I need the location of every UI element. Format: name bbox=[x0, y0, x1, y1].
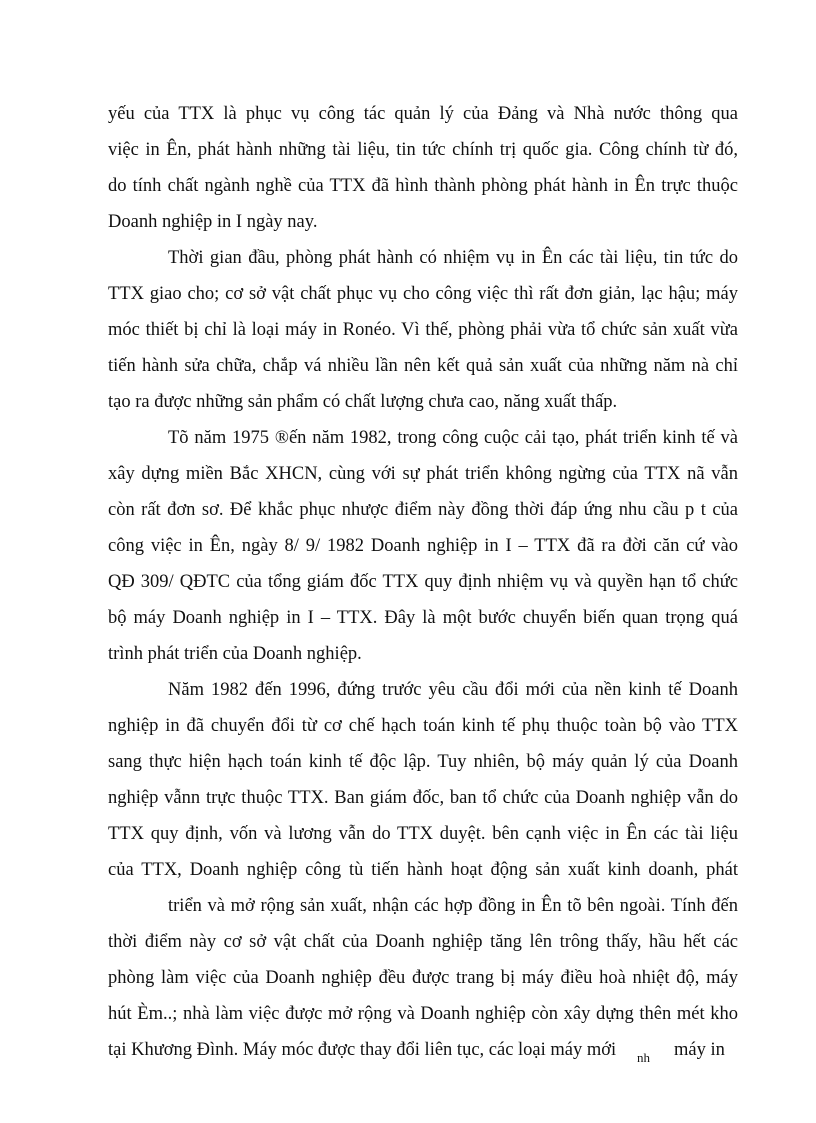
paragraph-3-line-4: công việc in Ên, ngày 8/ 9/ 1982 Doanh nghiệp in I – TTX đã ra đời căn cứ vào bbox=[108, 536, 738, 556]
paragraph-3-line-6: bộ máy Doanh nghiệp in I – TTX. Đây là một bước chuyển biến quan trọng quá bbox=[108, 608, 738, 628]
paragraph-5-line-4: hút Èm..; nhà làm việc được mở rộng và Doanh nghiệp còn xây dựng thên mét kho bbox=[108, 1004, 738, 1024]
paragraph-1-line-3: do tính chất ngành nghề của TTX đã hình thành phòng phát hành in Ên trực thuộc bbox=[108, 176, 738, 196]
paragraph-4-line-6: của TTX, Doanh nghiệp công tù tiến hành hoạt động sản xuất kinh doanh, phát bbox=[108, 860, 738, 880]
paragraph-3-line-5: QĐ 309/ QĐTC của tổng giám đốc TTX quy định nhiệm vụ và quyền hạn tổ chức bbox=[108, 572, 738, 592]
paragraph-4-line-3: sang thực hiện hạch toán kinh tế độc lập. Tuy nhiên, bộ máy quản lý của Doanh bbox=[108, 752, 738, 772]
paragraph-3-line-2: xây dựng miền Bắc XHCN, cùng với sự phát triển không ngừng của TTX nã vẫn bbox=[108, 464, 738, 484]
paragraph-5-line-3: phòng làm việc của Doanh nghiệp đều được trang bị máy điều hoà nhiệt độ, máy bbox=[108, 968, 738, 988]
paragraph-4-line-4: nghiệp vẫnn trực thuộc TTX. Ban giám đốc, ban tổ chức của Doanh nghiệp vẫn do bbox=[108, 788, 738, 808]
paragraph-1-line-4: Doanh nghiệp in I ngày nay. bbox=[108, 212, 318, 232]
paragraph-5-line-5: tại Khương Đình. Máy móc được thay đổi liên tục, các loại máy mới bbox=[108, 1040, 617, 1060]
paragraph-2-line-4: tiến hành sửa chữa, chắp vá nhiều lần nên kết quả sản xuất của những năm nà chỉ bbox=[108, 356, 738, 376]
paragraph-1-line-2: việc in Ên, phát hành những tài liệu, tin tức chính trị quốc gia. Công chính từ đó, bbox=[108, 140, 738, 160]
paragraph-5-line-2: thời điểm này cơ sở vật chất của Doanh nghiệp tăng lên trông thấy, hầu hết các bbox=[108, 932, 738, 952]
paragraph-5-line-1: triển và mở rộng sản xuất, nhận các hợp đồng in Ên tõ bên ngoài. Tính đến bbox=[168, 896, 738, 916]
paragraph-4-line-1: Năm 1982 đến 1996, đứng trước yêu cầu đổi mới của nền kinh tế Doanh bbox=[168, 680, 738, 700]
paragraph-2-line-2: TTX giao cho; cơ sở vật chất phục vụ cho công việc thì rất đơn giản, lạc hậu; máy bbox=[108, 284, 738, 304]
paragraph-5-line-6: máy in bbox=[674, 1040, 725, 1060]
paragraph-1-line-1: yếu của TTX là phục vụ công tác quản lý của Đảng và Nhà nước thông qua bbox=[108, 104, 738, 124]
paragraph-2-line-3: móc thiết bị chỉ là loại máy in Ronéo. Vì thế, phòng phải vừa tổ chức sản xuất vừa bbox=[108, 320, 738, 340]
paragraph-3-line-3: còn rất đơn sơ. Để khắc phục nhược điểm này đồng thời đáp ứng nhu cầu p t của bbox=[108, 500, 738, 520]
paragraph-3-line-1: Tõ năm 1975 ®ến năm 1982, trong công cuộc cải tạo, phát triển kinh tế và bbox=[168, 428, 738, 448]
paragraph-4-line-2: nghiệp in đã chuyển đổi từ cơ chế hạch toán kinh tế phụ thuộc toàn bộ vào TTX bbox=[108, 716, 738, 736]
paragraph-4-line-5: TTX quy định, vốn và lương vẫn do TTX duyệt. bên cạnh việc in Ên các tài liệu bbox=[108, 824, 738, 844]
paragraph-2-line-1: Thời gian đầu, phòng phát hành có nhiệm vụ in Ên các tài liệu, tin tức do bbox=[168, 248, 738, 268]
paragraph-5-fragment: nh bbox=[637, 1050, 650, 1065]
paragraph-3-line-7: trình phát triển của Doanh nghiệp. bbox=[108, 644, 362, 664]
paragraph-2-line-5: tạo ra được những sản phẩm có chất lượng chưa cao, năng xuất thấp. bbox=[108, 392, 618, 412]
